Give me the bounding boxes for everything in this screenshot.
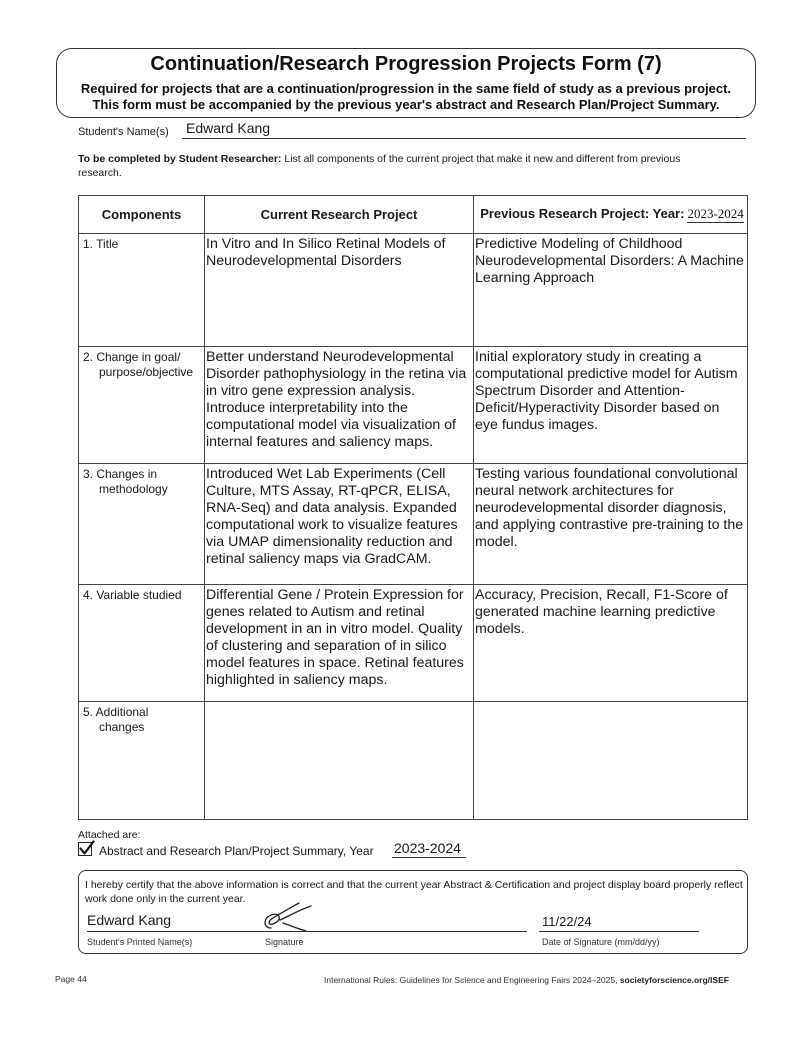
printed-name-label: Student's Printed Name(s) (87, 937, 193, 947)
attached-year-field[interactable]: 2023-2024 (394, 840, 461, 856)
components-table (78, 195, 748, 820)
table-row (79, 234, 748, 347)
table-row (79, 347, 748, 464)
previous-cell[interactable] (474, 702, 748, 820)
current-cell[interactable] (205, 702, 474, 820)
name-signature-line (87, 931, 527, 932)
footer-text (324, 975, 729, 985)
component-label: 4. Variable studied (83, 588, 182, 602)
form-subtitle-line1: Required for projects that are a continuation/progression in the same field of study as a previous project. (80, 81, 732, 96)
current-cell[interactable]: In Vitro and In Silico Retinal Models of Neurodevelopmental Disorders (205, 234, 474, 347)
component-cell (79, 702, 205, 820)
student-name-field[interactable]: Edward Kang (186, 120, 271, 136)
checkmark-icon (79, 840, 95, 856)
attached-year-underline (392, 857, 466, 858)
certification-box (78, 870, 748, 954)
page-number: Page 44 (55, 974, 87, 984)
previous-cell[interactable]: Initial exploratory study in creating a computational predictive model for Autism Spectrum Disorder and Attention-Deficit/Hyperactivity Disorder based on eye fundus images. (474, 347, 748, 464)
instructions-bold: To be completed by Student Researcher: (78, 153, 282, 165)
previous-cell[interactable]: Testing various foundational convolutional neural network architectures for neurodevelopmental disorder diagnosis, and applying contrastive pre-training to the model. (474, 464, 748, 585)
student-name-label: Student's Name(s) (78, 126, 169, 138)
abstract-checkbox[interactable] (78, 842, 92, 856)
component-cell (79, 234, 205, 347)
signature-image[interactable] (259, 901, 319, 933)
attached-label: Attached are: (78, 829, 141, 841)
signature-label: Signature (265, 937, 304, 947)
component-cell (79, 464, 205, 585)
table-row (79, 702, 748, 820)
previous-cell[interactable]: Predictive Modeling of Childhood Neurodevelopmental Disorders: A Machine Learning Approach (474, 234, 748, 347)
component-label: 1. Title (83, 237, 119, 251)
previous-year-field[interactable]: 2023-2024 (687, 206, 744, 221)
previous-cell[interactable]: Accuracy, Precision, Recall, F1-Score of generated machine learning predictive models. (474, 585, 748, 702)
previous-project-header (474, 196, 748, 234)
previous-project-header-label: Previous Research Project: Year: (480, 206, 685, 221)
student-name-row (78, 120, 746, 140)
component-cell (79, 347, 205, 464)
current-cell[interactable]: Better understand Neurodevelopmental Disorder pathophysiology in the retina via in vitro gene expression analysis. Introduce interpretability into the computational model via visualization of internal features and saliency maps. (205, 347, 474, 464)
certification-text: I hereby certify that the above information is correct and that the current year Abstract & Certification and project display board properly reflect work done only in the current year. (85, 879, 743, 905)
component-label-cont: changes (99, 720, 145, 734)
form-title: Continuation/Research Progression Projects Form (7) (150, 53, 662, 75)
current-project-header: Current Research Project (205, 196, 474, 234)
footer-url[interactable]: societyforscience.org/ISEF (619, 975, 729, 985)
current-cell[interactable]: Differential Gene / Protein Expression for genes related to Autism and retinal development in an in vitro model. Quality of clustering and separation of in silico model features in space. Retinal features highlighted in saliency maps. (205, 585, 474, 702)
attached-text: Abstract and Research Plan/Project Summary, Year (99, 844, 374, 858)
table-header-row (79, 196, 748, 234)
component-label: 3. Changes in (83, 467, 158, 481)
current-cell[interactable]: Introduced Wet Lab Experiments (Cell Culture, MTS Assay, RT-qPCR, ELISA, RNA-Seq) and data analysis. Expanded computational work to visualize features via UMAP dimensionality reduction and retinal saliency maps via GradCAM. (205, 464, 474, 585)
date-line (539, 931, 699, 932)
table-row (79, 585, 748, 702)
date-label: Date of Signature (mm/dd/yy) (542, 937, 660, 947)
component-label: 5. Additional (83, 705, 149, 719)
signature-date-field[interactable]: 11/22/24 (542, 914, 592, 929)
component-cell (79, 585, 205, 702)
component-label: 2. Change in goal/ (83, 350, 181, 364)
instructions (78, 152, 718, 180)
form-subtitle-line2: This form must be accompanied by the previous year's abstract and Research Plan/Project Summary. (92, 97, 720, 112)
component-label-cont: purpose/objective (99, 365, 194, 379)
table-row (79, 464, 748, 585)
instructions-text: List all components of the current project that make it new and different from previous research. (78, 153, 681, 179)
printed-name-field[interactable]: Edward Kang (87, 912, 172, 928)
student-name-underline (182, 138, 746, 139)
component-label-cont: methodology (99, 482, 168, 496)
footer-rules-text: International Rules: Guidelines for Science and Engineering Fairs 2024–2025, (324, 975, 620, 985)
components-header: Components (79, 196, 205, 234)
